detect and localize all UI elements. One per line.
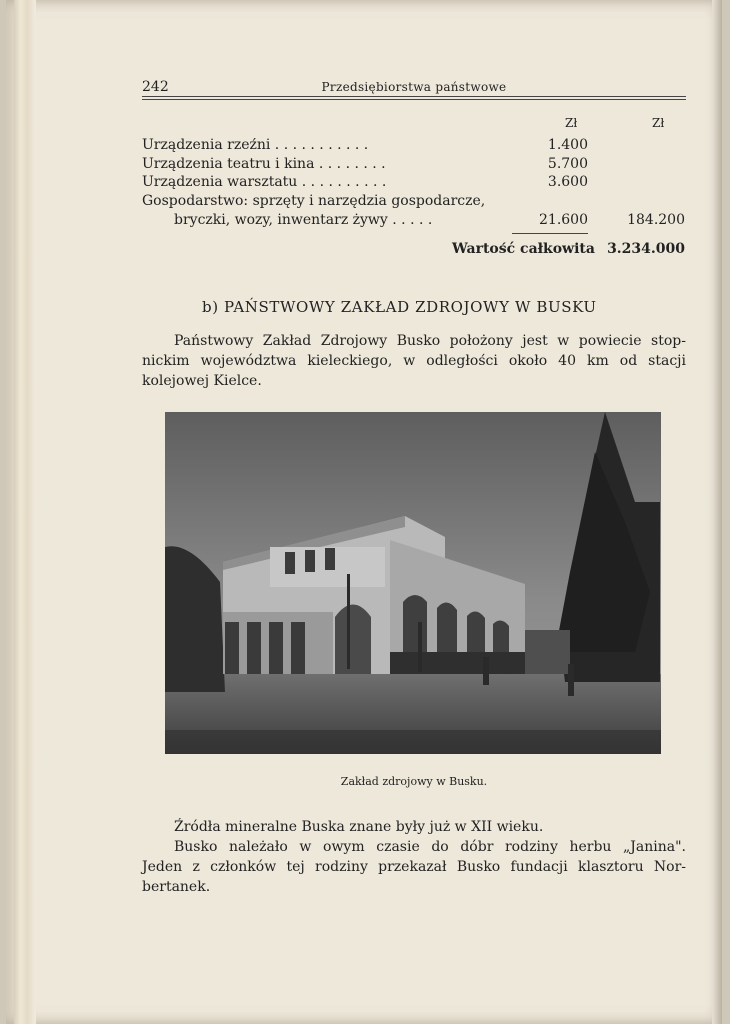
total-value: 3.234.000	[607, 241, 685, 257]
table-row	[142, 154, 687, 174]
photo-image	[165, 412, 661, 754]
table-row	[142, 135, 687, 155]
paragraph-line: Jeden z członków tej rodziny przekazał Busko fundacji klasztoru Nor-	[142, 859, 686, 875]
header-rule	[142, 96, 686, 97]
header-rule-thin	[142, 99, 686, 100]
table-row	[142, 172, 687, 192]
row-value: 3.600	[547, 174, 588, 190]
total-label: Wartość całkowita	[452, 241, 595, 257]
row-label: Urządzenia teatru i kina . . . . . . . .	[142, 156, 386, 172]
body-paragraph	[142, 817, 686, 897]
paragraph-line: Państwowy Zakład Zdrojowy Busko położony jest w powiecie stop-	[174, 333, 686, 349]
paragraph-line: Źródła mineralne Buska znane były już w XII wieku.	[174, 819, 544, 835]
paragraph-line: bertanek.	[142, 879, 211, 895]
page-edge	[712, 0, 722, 1024]
total-row	[142, 239, 687, 259]
page-gutter	[14, 0, 36, 1024]
table-row	[142, 191, 687, 211]
row-label: Urządzenia warsztatu . . . . . . . . . .	[142, 174, 387, 190]
paragraph-line: kolejowej Kielce.	[142, 373, 262, 389]
paragraph-line: Busko należało w owym czasie do dóbr rodziny herbu „Janina".	[174, 839, 686, 855]
row-value: 5.700	[547, 156, 588, 172]
intro-paragraph	[142, 331, 686, 391]
running-title: Przedsiębiorstwa państwowe	[321, 80, 507, 94]
column-header-zl-2: Zł	[652, 116, 665, 130]
row-label: Gospodarstwo: sprzęty i narzędzia gospodarcze,	[142, 193, 486, 209]
section-title: b) PAŃSTWOWY ZAKŁAD ZDROJOWY W BUSKU	[202, 298, 597, 316]
spa-building-photo	[165, 412, 661, 754]
table-row	[142, 210, 687, 230]
row-value: 1.400	[547, 137, 588, 153]
row-label: Urządzenia rzeźni . . . . . . . . . . .	[142, 137, 369, 153]
sum-rule	[512, 233, 588, 234]
paragraph-line: nickim województwa kieleckiego, w odległości około 40 km od stacji	[142, 353, 686, 369]
photo-caption: Zakład zdrojowy w Busku.	[340, 775, 488, 788]
row-label: bryczki, wozy, inwentarz żywy . . . . .	[174, 212, 433, 228]
row-subtotal: 184.200	[627, 212, 685, 228]
page-number: 242	[142, 79, 169, 95]
column-header-zl-1: Zł	[565, 116, 578, 130]
row-value: 21.600	[539, 212, 588, 228]
